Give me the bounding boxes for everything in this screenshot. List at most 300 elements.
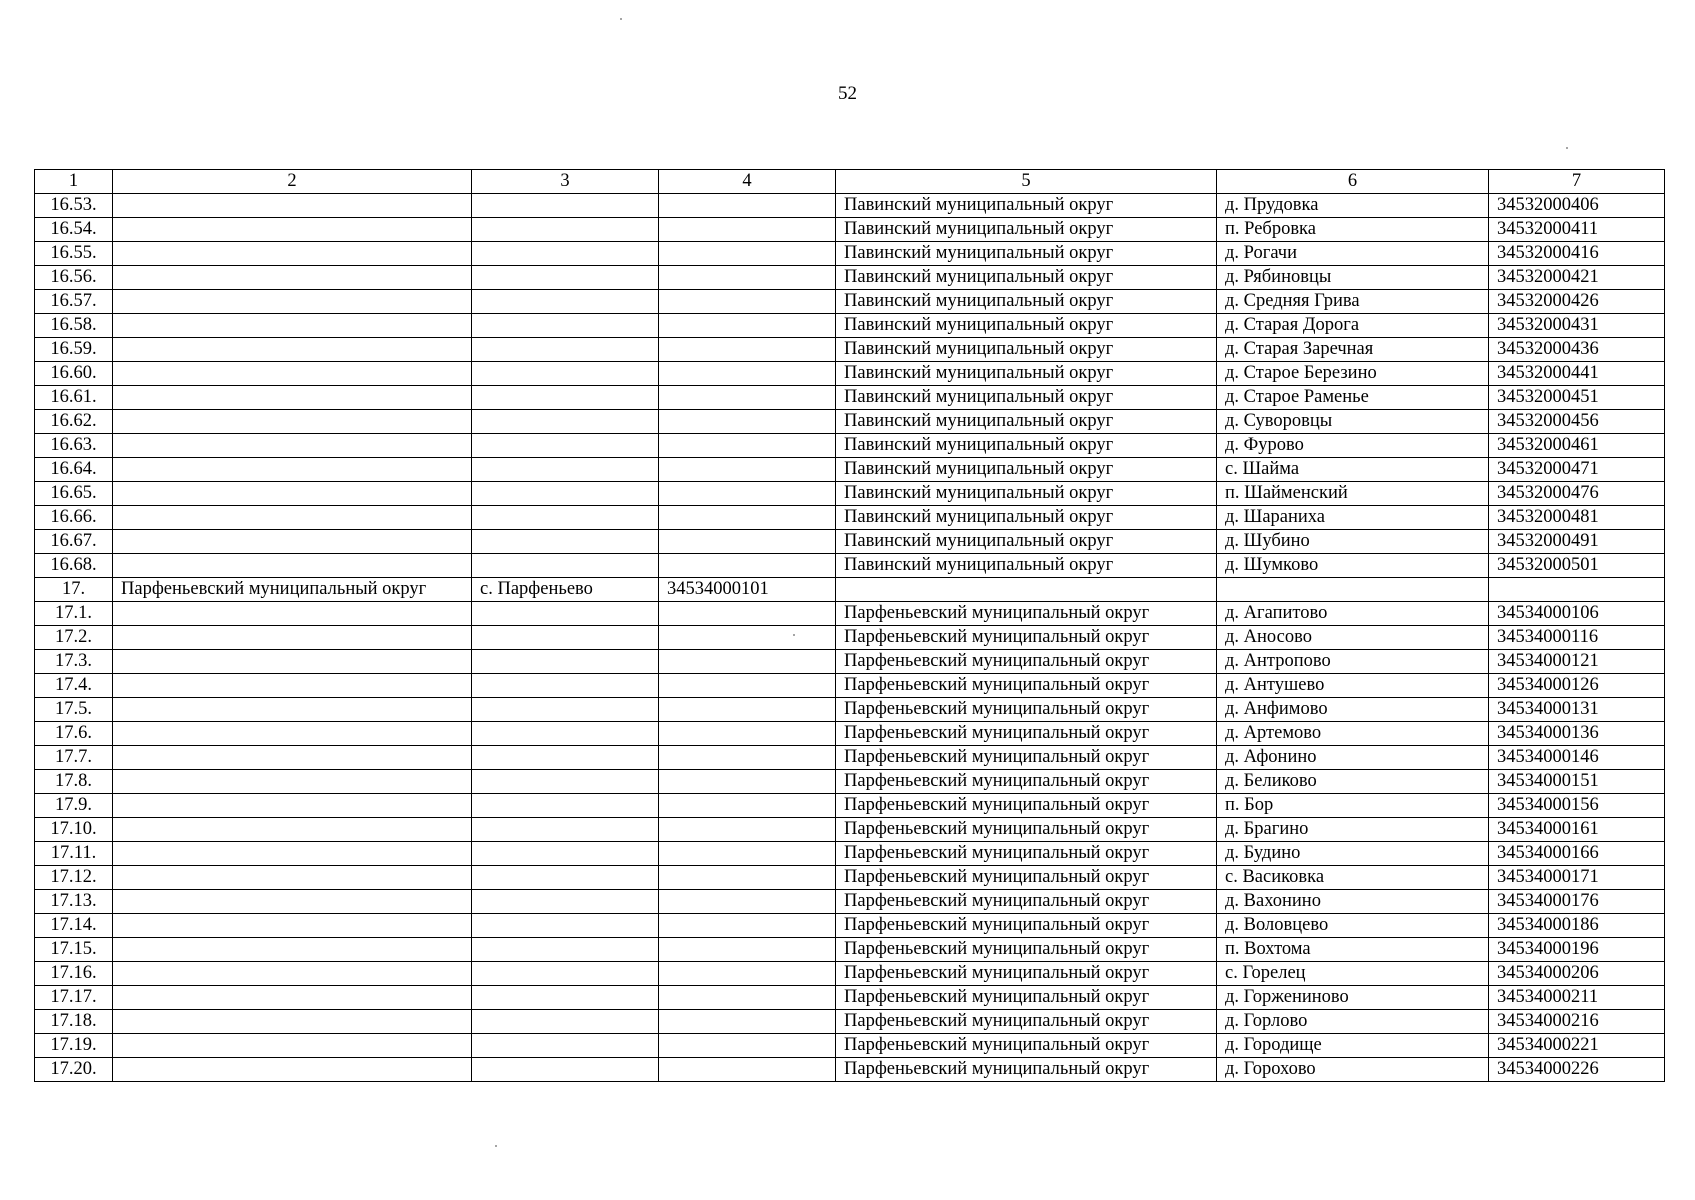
cell-center-code: [659, 962, 836, 986]
scan-speck: [1566, 147, 1568, 149]
cell-center: [472, 818, 659, 842]
cell-center: [472, 746, 659, 770]
cell-settlement-code: 34534000151: [1489, 770, 1665, 794]
cell-row-number: 16.65.: [35, 482, 113, 506]
cell-center-code: [659, 818, 836, 842]
table-row: [35, 770, 1665, 794]
column-header-6: 6: [1217, 170, 1489, 194]
table-row: [35, 314, 1665, 338]
cell-center-code: [659, 1058, 836, 1082]
column-header-1: 1: [35, 170, 113, 194]
cell-center-code: [659, 602, 836, 626]
table-row: [35, 242, 1665, 266]
cell-settlement-code: 34534000176: [1489, 890, 1665, 914]
cell-center-code: [659, 794, 836, 818]
cell-settlement: п. Ребровка: [1217, 218, 1489, 242]
cell-row-number: 17.17.: [35, 986, 113, 1010]
cell-settlement: д. Беликово: [1217, 770, 1489, 794]
cell-municipal-district: Павинский муниципальный округ: [836, 458, 1217, 482]
cell-district: [113, 290, 472, 314]
cell-row-number: 16.64.: [35, 458, 113, 482]
cell-municipal-district: Парфеньевский муниципальный округ: [836, 986, 1217, 1010]
cell-settlement-code: 34532000421: [1489, 266, 1665, 290]
cell-row-number: 17.13.: [35, 890, 113, 914]
cell-settlement-code: 34532000481: [1489, 506, 1665, 530]
table-row: [35, 602, 1665, 626]
cell-center: [472, 1034, 659, 1058]
cell-settlement-code: 34534000166: [1489, 842, 1665, 866]
table-row: [35, 794, 1665, 818]
cell-center-code: [659, 1010, 836, 1034]
cell-center-code: [659, 458, 836, 482]
column-header-4: 4: [659, 170, 836, 194]
cell-center-code: [659, 242, 836, 266]
cell-center: [472, 986, 659, 1010]
cell-settlement-code: 34534000226: [1489, 1058, 1665, 1082]
cell-settlement-code: 34534000156: [1489, 794, 1665, 818]
cell-center: [472, 386, 659, 410]
cell-center-code: [659, 986, 836, 1010]
cell-settlement: д. Антушево: [1217, 674, 1489, 698]
table-row: [35, 1010, 1665, 1034]
cell-settlement: д. Суворовцы: [1217, 410, 1489, 434]
cell-district: [113, 1058, 472, 1082]
cell-center: [472, 842, 659, 866]
table-row: [35, 530, 1665, 554]
cell-municipal-district: Парфеньевский муниципальный округ: [836, 626, 1217, 650]
cell-settlement: д. Брагино: [1217, 818, 1489, 842]
cell-district: [113, 794, 472, 818]
cell-center: [472, 770, 659, 794]
cell-settlement: д. Горлово: [1217, 1010, 1489, 1034]
cell-district: [113, 218, 472, 242]
cell-district: [113, 434, 472, 458]
cell-row-number: 16.58.: [35, 314, 113, 338]
cell-settlement-code: 34534000126: [1489, 674, 1665, 698]
cell-district: [113, 986, 472, 1010]
cell-settlement-code: 34532000431: [1489, 314, 1665, 338]
cell-municipal-district: Парфеньевский муниципальный округ: [836, 770, 1217, 794]
cell-center: [472, 602, 659, 626]
cell-center: [472, 890, 659, 914]
cell-row-number: 16.54.: [35, 218, 113, 242]
cell-municipal-district: Парфеньевский муниципальный округ: [836, 794, 1217, 818]
cell-row-number: 16.55.: [35, 242, 113, 266]
cell-center: [472, 338, 659, 362]
cell-district: [113, 554, 472, 578]
cell-row-number: 17.8.: [35, 770, 113, 794]
cell-center: [472, 794, 659, 818]
cell-row-number: 17.5.: [35, 698, 113, 722]
cell-center: [472, 482, 659, 506]
cell-settlement: п. Бор: [1217, 794, 1489, 818]
cell-row-number: 17.18.: [35, 1010, 113, 1034]
cell-settlement-code: 34534000221: [1489, 1034, 1665, 1058]
cell-row-number: 17.16.: [35, 962, 113, 986]
cell-district: [113, 410, 472, 434]
cell-settlement: д. Шубино: [1217, 530, 1489, 554]
cell-municipal-district: Павинский муниципальный округ: [836, 530, 1217, 554]
page-number: 52: [838, 83, 857, 104]
cell-district: [113, 626, 472, 650]
cell-settlement: д. Старое Березино: [1217, 362, 1489, 386]
cell-center: [472, 698, 659, 722]
cell-settlement-code: 34532000426: [1489, 290, 1665, 314]
cell-settlement-code: 34534000171: [1489, 866, 1665, 890]
cell-municipal-district: Павинский муниципальный округ: [836, 554, 1217, 578]
table-row: [35, 938, 1665, 962]
cell-settlement: д. Рогачи: [1217, 242, 1489, 266]
cell-center-code: [659, 338, 836, 362]
cell-row-number: 16.66.: [35, 506, 113, 530]
cell-row-number: 17.2.: [35, 626, 113, 650]
cell-district: [113, 530, 472, 554]
cell-settlement-code: 34534000106: [1489, 602, 1665, 626]
cell-row-number: 16.60.: [35, 362, 113, 386]
cell-settlement-code: 34532000461: [1489, 434, 1665, 458]
cell-settlement: д. Старая Заречная: [1217, 338, 1489, 362]
table-row: [35, 818, 1665, 842]
cell-settlement: д. Вахонино: [1217, 890, 1489, 914]
cell-center: [472, 914, 659, 938]
cell-settlement-code: 34532000491: [1489, 530, 1665, 554]
cell-center-code: 34534000101: [659, 578, 836, 602]
cell-settlement: д. Будино: [1217, 842, 1489, 866]
cell-center: [472, 506, 659, 530]
table-row: [35, 506, 1665, 530]
cell-district: [113, 1034, 472, 1058]
scan-speck: [495, 1145, 497, 1147]
table-row: [35, 338, 1665, 362]
cell-center-code: [659, 626, 836, 650]
cell-center: [472, 626, 659, 650]
cell-municipal-district: Парфеньевский муниципальный округ: [836, 1058, 1217, 1082]
cell-center-code: [659, 914, 836, 938]
cell-municipal-district: Парфеньевский муниципальный округ: [836, 650, 1217, 674]
cell-center: [472, 410, 659, 434]
cell-center-code: [659, 530, 836, 554]
cell-center-code: [659, 842, 836, 866]
cell-settlement-code: 34532000501: [1489, 554, 1665, 578]
table-row: [35, 1034, 1665, 1058]
cell-settlement: д. Артемово: [1217, 722, 1489, 746]
cell-municipal-district: Парфеньевский муниципальный округ: [836, 746, 1217, 770]
cell-settlement: д. Горохово: [1217, 1058, 1489, 1082]
cell-municipal-district: Павинский муниципальный округ: [836, 482, 1217, 506]
table-row: [35, 290, 1665, 314]
cell-row-number: 17.3.: [35, 650, 113, 674]
cell-district: [113, 914, 472, 938]
cell-center-code: [659, 1034, 836, 1058]
cell-district: [113, 698, 472, 722]
cell-district: [113, 266, 472, 290]
cell-municipal-district: Парфеньевский муниципальный округ: [836, 914, 1217, 938]
cell-municipal-district: Павинский муниципальный округ: [836, 194, 1217, 218]
cell-row-number: 16.62.: [35, 410, 113, 434]
cell-settlement-code: 34534000161: [1489, 818, 1665, 842]
table-row: [35, 626, 1665, 650]
cell-row-number: 17.9.: [35, 794, 113, 818]
table-body: [35, 194, 1665, 1082]
cell-municipal-district: Парфеньевский муниципальный округ: [836, 722, 1217, 746]
cell-district: [113, 890, 472, 914]
cell-center: [472, 722, 659, 746]
cell-center: [472, 1058, 659, 1082]
cell-center: [472, 266, 659, 290]
cell-district: [113, 866, 472, 890]
table-row: [35, 554, 1665, 578]
table-row: [35, 578, 1665, 602]
cell-district: [113, 506, 472, 530]
cell-center: с. Парфеньево: [472, 578, 659, 602]
cell-settlement: д. Шумково: [1217, 554, 1489, 578]
cell-center-code: [659, 938, 836, 962]
cell-municipal-district: Павинский муниципальный округ: [836, 266, 1217, 290]
cell-center-code: [659, 434, 836, 458]
cell-row-number: 17.1.: [35, 602, 113, 626]
cell-row-number: 16.63.: [35, 434, 113, 458]
cell-center-code: [659, 506, 836, 530]
cell-row-number: 17.6.: [35, 722, 113, 746]
cell-center: [472, 1010, 659, 1034]
cell-center: [472, 554, 659, 578]
cell-municipal-district: Парфеньевский муниципальный округ: [836, 674, 1217, 698]
cell-municipal-district: Павинский муниципальный округ: [836, 242, 1217, 266]
cell-settlement-code: 34532000406: [1489, 194, 1665, 218]
table-row: [35, 434, 1665, 458]
cell-center-code: [659, 362, 836, 386]
cell-municipal-district: Павинский муниципальный округ: [836, 410, 1217, 434]
cell-district: [113, 482, 472, 506]
table-row: [35, 914, 1665, 938]
scan-speck: [793, 634, 795, 636]
cell-row-number: 17.4.: [35, 674, 113, 698]
cell-row-number: 16.53.: [35, 194, 113, 218]
table-header-row: [35, 170, 1665, 194]
cell-municipal-district: Парфеньевский муниципальный округ: [836, 1034, 1217, 1058]
cell-municipal-district: Парфеньевский муниципальный округ: [836, 866, 1217, 890]
table-row: [35, 722, 1665, 746]
cell-settlement: д. Городище: [1217, 1034, 1489, 1058]
cell-settlement: д. Старая Дорога: [1217, 314, 1489, 338]
cell-settlement-code: 34532000416: [1489, 242, 1665, 266]
cell-center: [472, 458, 659, 482]
cell-center: [472, 194, 659, 218]
cell-center-code: [659, 410, 836, 434]
cell-municipal-district: Павинский муниципальный округ: [836, 338, 1217, 362]
column-header-7: 7: [1489, 170, 1665, 194]
cell-district: [113, 338, 472, 362]
cell-center-code: [659, 770, 836, 794]
table-row: [35, 362, 1665, 386]
cell-settlement-code: 34532000436: [1489, 338, 1665, 362]
cell-row-number: 16.57.: [35, 290, 113, 314]
cell-center: [472, 650, 659, 674]
cell-row-number: 16.67.: [35, 530, 113, 554]
cell-municipal-district: Павинский муниципальный округ: [836, 314, 1217, 338]
cell-settlement-code: 34534000146: [1489, 746, 1665, 770]
cell-settlement: с. Горелец: [1217, 962, 1489, 986]
cell-row-number: 17.19.: [35, 1034, 113, 1058]
cell-municipal-district: Парфеньевский муниципальный округ: [836, 602, 1217, 626]
cell-settlement-code: 34534000116: [1489, 626, 1665, 650]
cell-settlement: д. Горжениново: [1217, 986, 1489, 1010]
cell-district: [113, 314, 472, 338]
cell-settlement: п. Шайменский: [1217, 482, 1489, 506]
cell-row-number: 17.11.: [35, 842, 113, 866]
cell-municipal-district: Парфеньевский муниципальный округ: [836, 890, 1217, 914]
cell-district: [113, 362, 472, 386]
cell-center-code: [659, 698, 836, 722]
cell-center: [472, 938, 659, 962]
cell-settlement: д. Старое Раменье: [1217, 386, 1489, 410]
cell-settlement: д. Агапитово: [1217, 602, 1489, 626]
cell-settlement: с. Васиковка: [1217, 866, 1489, 890]
cell-center-code: [659, 866, 836, 890]
table-row: [35, 266, 1665, 290]
cell-settlement-code: 34534000196: [1489, 938, 1665, 962]
cell-municipal-district: Павинский муниципальный округ: [836, 290, 1217, 314]
cell-settlement: с. Шайма: [1217, 458, 1489, 482]
cell-district: [113, 1010, 472, 1034]
cell-row-number: 16.59.: [35, 338, 113, 362]
cell-district: [113, 722, 472, 746]
cell-municipal-district: Парфеньевский муниципальный округ: [836, 1010, 1217, 1034]
cell-center: [472, 674, 659, 698]
cell-municipal-district: [836, 578, 1217, 602]
table-row: [35, 866, 1665, 890]
cell-settlement: д. Фурово: [1217, 434, 1489, 458]
cell-settlement: д. Средняя Грива: [1217, 290, 1489, 314]
cell-row-number: 16.61.: [35, 386, 113, 410]
cell-center: [472, 218, 659, 242]
cell-center-code: [659, 314, 836, 338]
cell-district: [113, 386, 472, 410]
cell-district: [113, 602, 472, 626]
cell-row-number: 17.20.: [35, 1058, 113, 1082]
cell-center-code: [659, 290, 836, 314]
cell-district: [113, 650, 472, 674]
cell-settlement-code: 34534000131: [1489, 698, 1665, 722]
cell-settlement-code: 34534000211: [1489, 986, 1665, 1010]
cell-district: [113, 242, 472, 266]
cell-settlement-code: [1489, 578, 1665, 602]
cell-row-number: 16.68.: [35, 554, 113, 578]
cell-center: [472, 290, 659, 314]
cell-district: [113, 746, 472, 770]
cell-row-number: 17.15.: [35, 938, 113, 962]
cell-center: [472, 314, 659, 338]
cell-settlement-code: 34532000451: [1489, 386, 1665, 410]
table-row: [35, 386, 1665, 410]
cell-settlement-code: 34532000411: [1489, 218, 1665, 242]
cell-district: [113, 458, 472, 482]
settlements-table: [34, 169, 1665, 1082]
cell-center-code: [659, 218, 836, 242]
cell-row-number: 16.56.: [35, 266, 113, 290]
cell-settlement: д. Прудовка: [1217, 194, 1489, 218]
cell-center-code: [659, 482, 836, 506]
table-row: [35, 482, 1665, 506]
cell-row-number: 17.: [35, 578, 113, 602]
cell-settlement: д. Аносово: [1217, 626, 1489, 650]
cell-district: [113, 818, 472, 842]
table-row: [35, 986, 1665, 1010]
table-row: [35, 218, 1665, 242]
table-row: [35, 746, 1665, 770]
cell-center-code: [659, 890, 836, 914]
cell-district: [113, 770, 472, 794]
cell-municipal-district: Павинский муниципальный округ: [836, 362, 1217, 386]
cell-district: [113, 938, 472, 962]
cell-district: Парфеньевский муниципальный округ: [113, 578, 472, 602]
table-row: [35, 698, 1665, 722]
cell-settlement: д. Шараниха: [1217, 506, 1489, 530]
cell-settlement-code: 34532000441: [1489, 362, 1665, 386]
table-row: [35, 842, 1665, 866]
cell-settlement: д. Воловцево: [1217, 914, 1489, 938]
cell-settlement: д. Рябиновцы: [1217, 266, 1489, 290]
cell-settlement-code: 34534000186: [1489, 914, 1665, 938]
cell-settlement-code: 34534000206: [1489, 962, 1665, 986]
cell-district: [113, 842, 472, 866]
cell-settlement: д. Афонино: [1217, 746, 1489, 770]
cell-center-code: [659, 266, 836, 290]
cell-row-number: 17.7.: [35, 746, 113, 770]
cell-center: [472, 362, 659, 386]
cell-center-code: [659, 746, 836, 770]
cell-municipal-district: Парфеньевский муниципальный округ: [836, 842, 1217, 866]
cell-center-code: [659, 386, 836, 410]
cell-settlement-code: 34532000456: [1489, 410, 1665, 434]
cell-center: [472, 242, 659, 266]
table-row: [35, 674, 1665, 698]
cell-district: [113, 962, 472, 986]
cell-center: [472, 866, 659, 890]
cell-center: [472, 434, 659, 458]
cell-row-number: 17.14.: [35, 914, 113, 938]
cell-municipal-district: Павинский муниципальный округ: [836, 218, 1217, 242]
cell-district: [113, 194, 472, 218]
table-row: [35, 650, 1665, 674]
column-header-5: 5: [836, 170, 1217, 194]
cell-settlement: д. Антропово: [1217, 650, 1489, 674]
cell-settlement-code: 34534000121: [1489, 650, 1665, 674]
cell-settlement-code: 34532000476: [1489, 482, 1665, 506]
cell-municipal-district: Павинский муниципальный округ: [836, 434, 1217, 458]
table-row: [35, 962, 1665, 986]
cell-center: [472, 962, 659, 986]
column-header-3: 3: [472, 170, 659, 194]
cell-municipal-district: Парфеньевский муниципальный округ: [836, 962, 1217, 986]
cell-center-code: [659, 194, 836, 218]
cell-center: [472, 530, 659, 554]
table-row: [35, 194, 1665, 218]
cell-settlement-code: 34532000471: [1489, 458, 1665, 482]
table-row: [35, 458, 1665, 482]
scan-speck: [620, 18, 622, 20]
cell-row-number: 17.10.: [35, 818, 113, 842]
cell-settlement: [1217, 578, 1489, 602]
cell-settlement: п. Вохтома: [1217, 938, 1489, 962]
cell-center-code: [659, 554, 836, 578]
column-header-2: 2: [113, 170, 472, 194]
cell-center-code: [659, 674, 836, 698]
cell-settlement: д. Анфимово: [1217, 698, 1489, 722]
cell-municipal-district: Парфеньевский муниципальный округ: [836, 698, 1217, 722]
table-row: [35, 410, 1665, 434]
cell-municipal-district: Парфеньевский муниципальный округ: [836, 938, 1217, 962]
